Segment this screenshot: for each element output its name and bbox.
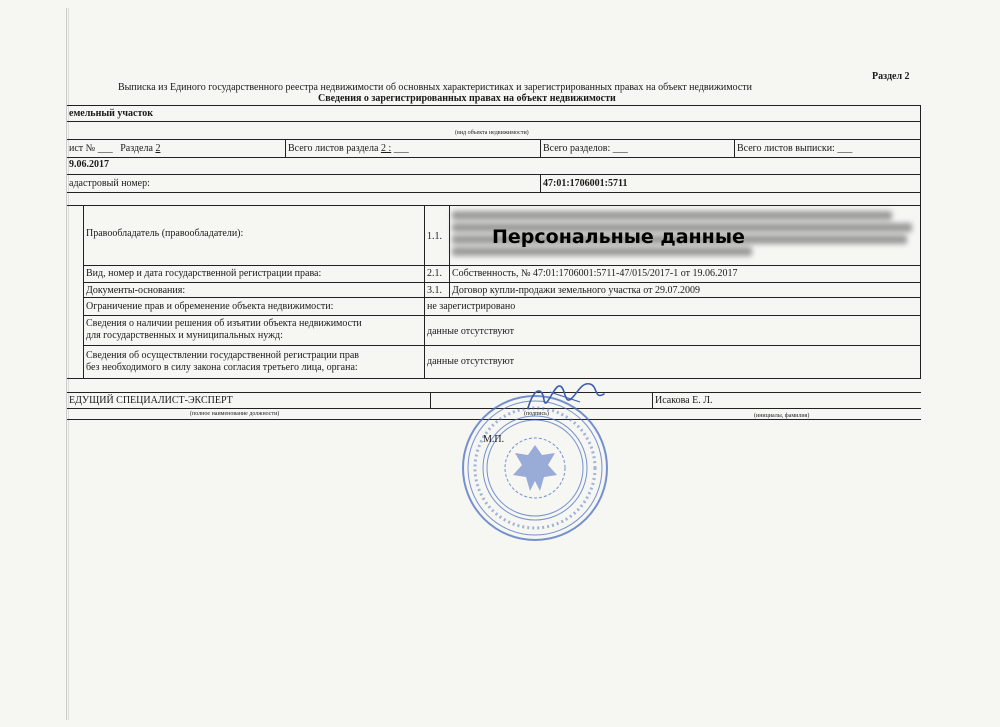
personal-data-redaction-label: Персональные данные — [492, 226, 745, 248]
section-label: Раздел 2 — [872, 71, 910, 82]
position-caption: (полное наименование должности) — [190, 411, 280, 417]
table-rule — [67, 174, 921, 175]
table-rule — [67, 105, 921, 106]
registration-label: Вид, номер и дата государственной регистрации права: — [86, 268, 322, 279]
extract-date: 9.06.2017 — [69, 159, 109, 170]
signature-caption: (подпись) — [524, 411, 549, 417]
document-title: Выписка из Единого государственного реестра недвижимости об основных характеристиках и зарегистрированных правах на объект недвижимости — [118, 82, 753, 93]
table-rule — [83, 265, 921, 266]
consent-label-line2: без необходимого в силу закона согласия третьего лица, органа: — [86, 362, 358, 373]
section-number: 2 — [155, 143, 161, 154]
table-rule — [540, 174, 541, 192]
documents-label: Документы-основания: — [86, 285, 186, 296]
page-edge-line — [66, 8, 67, 720]
seizure-value: данные отсутствуют — [427, 326, 514, 337]
signer-position: ЕДУЩИЙ СПЕЦИАЛИСТ-ЭКСПЕРТ — [69, 395, 233, 406]
table-rule — [67, 192, 921, 193]
table-rule — [920, 105, 921, 379]
table-rule — [424, 205, 425, 379]
table-rule — [285, 139, 286, 157]
encumbrance-value: не зарегистрировано — [427, 301, 516, 312]
table-rule — [83, 205, 84, 379]
table-rule — [83, 282, 921, 283]
total-sheets-section: Всего листов раздела 2 : ___ — [288, 143, 409, 154]
rightholder-num: 1.1. — [427, 231, 442, 242]
table-rule — [83, 345, 921, 346]
table-rule — [67, 205, 921, 206]
table-rule — [734, 139, 735, 157]
consent-value: данные отсутствуют — [427, 356, 514, 367]
object-type-caption: (вид объекта недвижимости) — [455, 130, 529, 136]
signer-name: Исакова Е. Л. — [655, 395, 713, 406]
encumbrance-label: Ограничение прав и обременение объекта недвижимости: — [86, 301, 334, 312]
table-rule — [67, 121, 921, 122]
total-sheets-extract: Всего листов выписки: ___ — [737, 143, 853, 154]
sheet-number-label: ист № ___ Раздела 2 — [69, 143, 161, 154]
seizure-label-line2: для государственных и муниципальных нужд: — [86, 330, 283, 341]
stamp-mark-mp: М.П. — [483, 434, 505, 445]
registration-value: Собственность, № 47:01:1706001:5711-47/015/2017-1 от 19.06.2017 — [452, 268, 738, 279]
documents-value: Договор купли-продажи земельного участка от 29.07.2009 — [452, 285, 700, 296]
cadastral-number: 47:01:1706001:5711 — [543, 178, 628, 189]
registration-num: 2.1. — [427, 268, 442, 279]
table-rule — [67, 157, 921, 158]
seizure-label-line1: Сведения о наличии решения об изъятии объекта недвижимости — [86, 318, 362, 329]
cadastral-label: адастровый номер: — [69, 178, 150, 189]
table-rule — [83, 297, 921, 298]
consent-label-line1: Сведения об осуществлении государственной регистрации прав — [86, 350, 359, 361]
handwritten-signature — [520, 378, 610, 418]
table-rule — [67, 378, 921, 379]
rightholder-label: Правообладатель (правообладатели): — [86, 228, 244, 239]
table-rule — [540, 139, 541, 157]
document-subtitle: Сведения о зарегистрированных правах на объект недвижимости — [318, 93, 616, 104]
name-caption: (инициалы, фамилия) — [754, 413, 810, 419]
table-rule — [83, 315, 921, 316]
table-rule — [430, 392, 431, 408]
total-sections: Всего разделов: ___ — [543, 143, 628, 154]
table-rule — [652, 392, 653, 408]
documents-num: 3.1. — [427, 285, 442, 296]
object-type: емельный участок — [69, 108, 154, 119]
table-rule — [67, 139, 921, 140]
